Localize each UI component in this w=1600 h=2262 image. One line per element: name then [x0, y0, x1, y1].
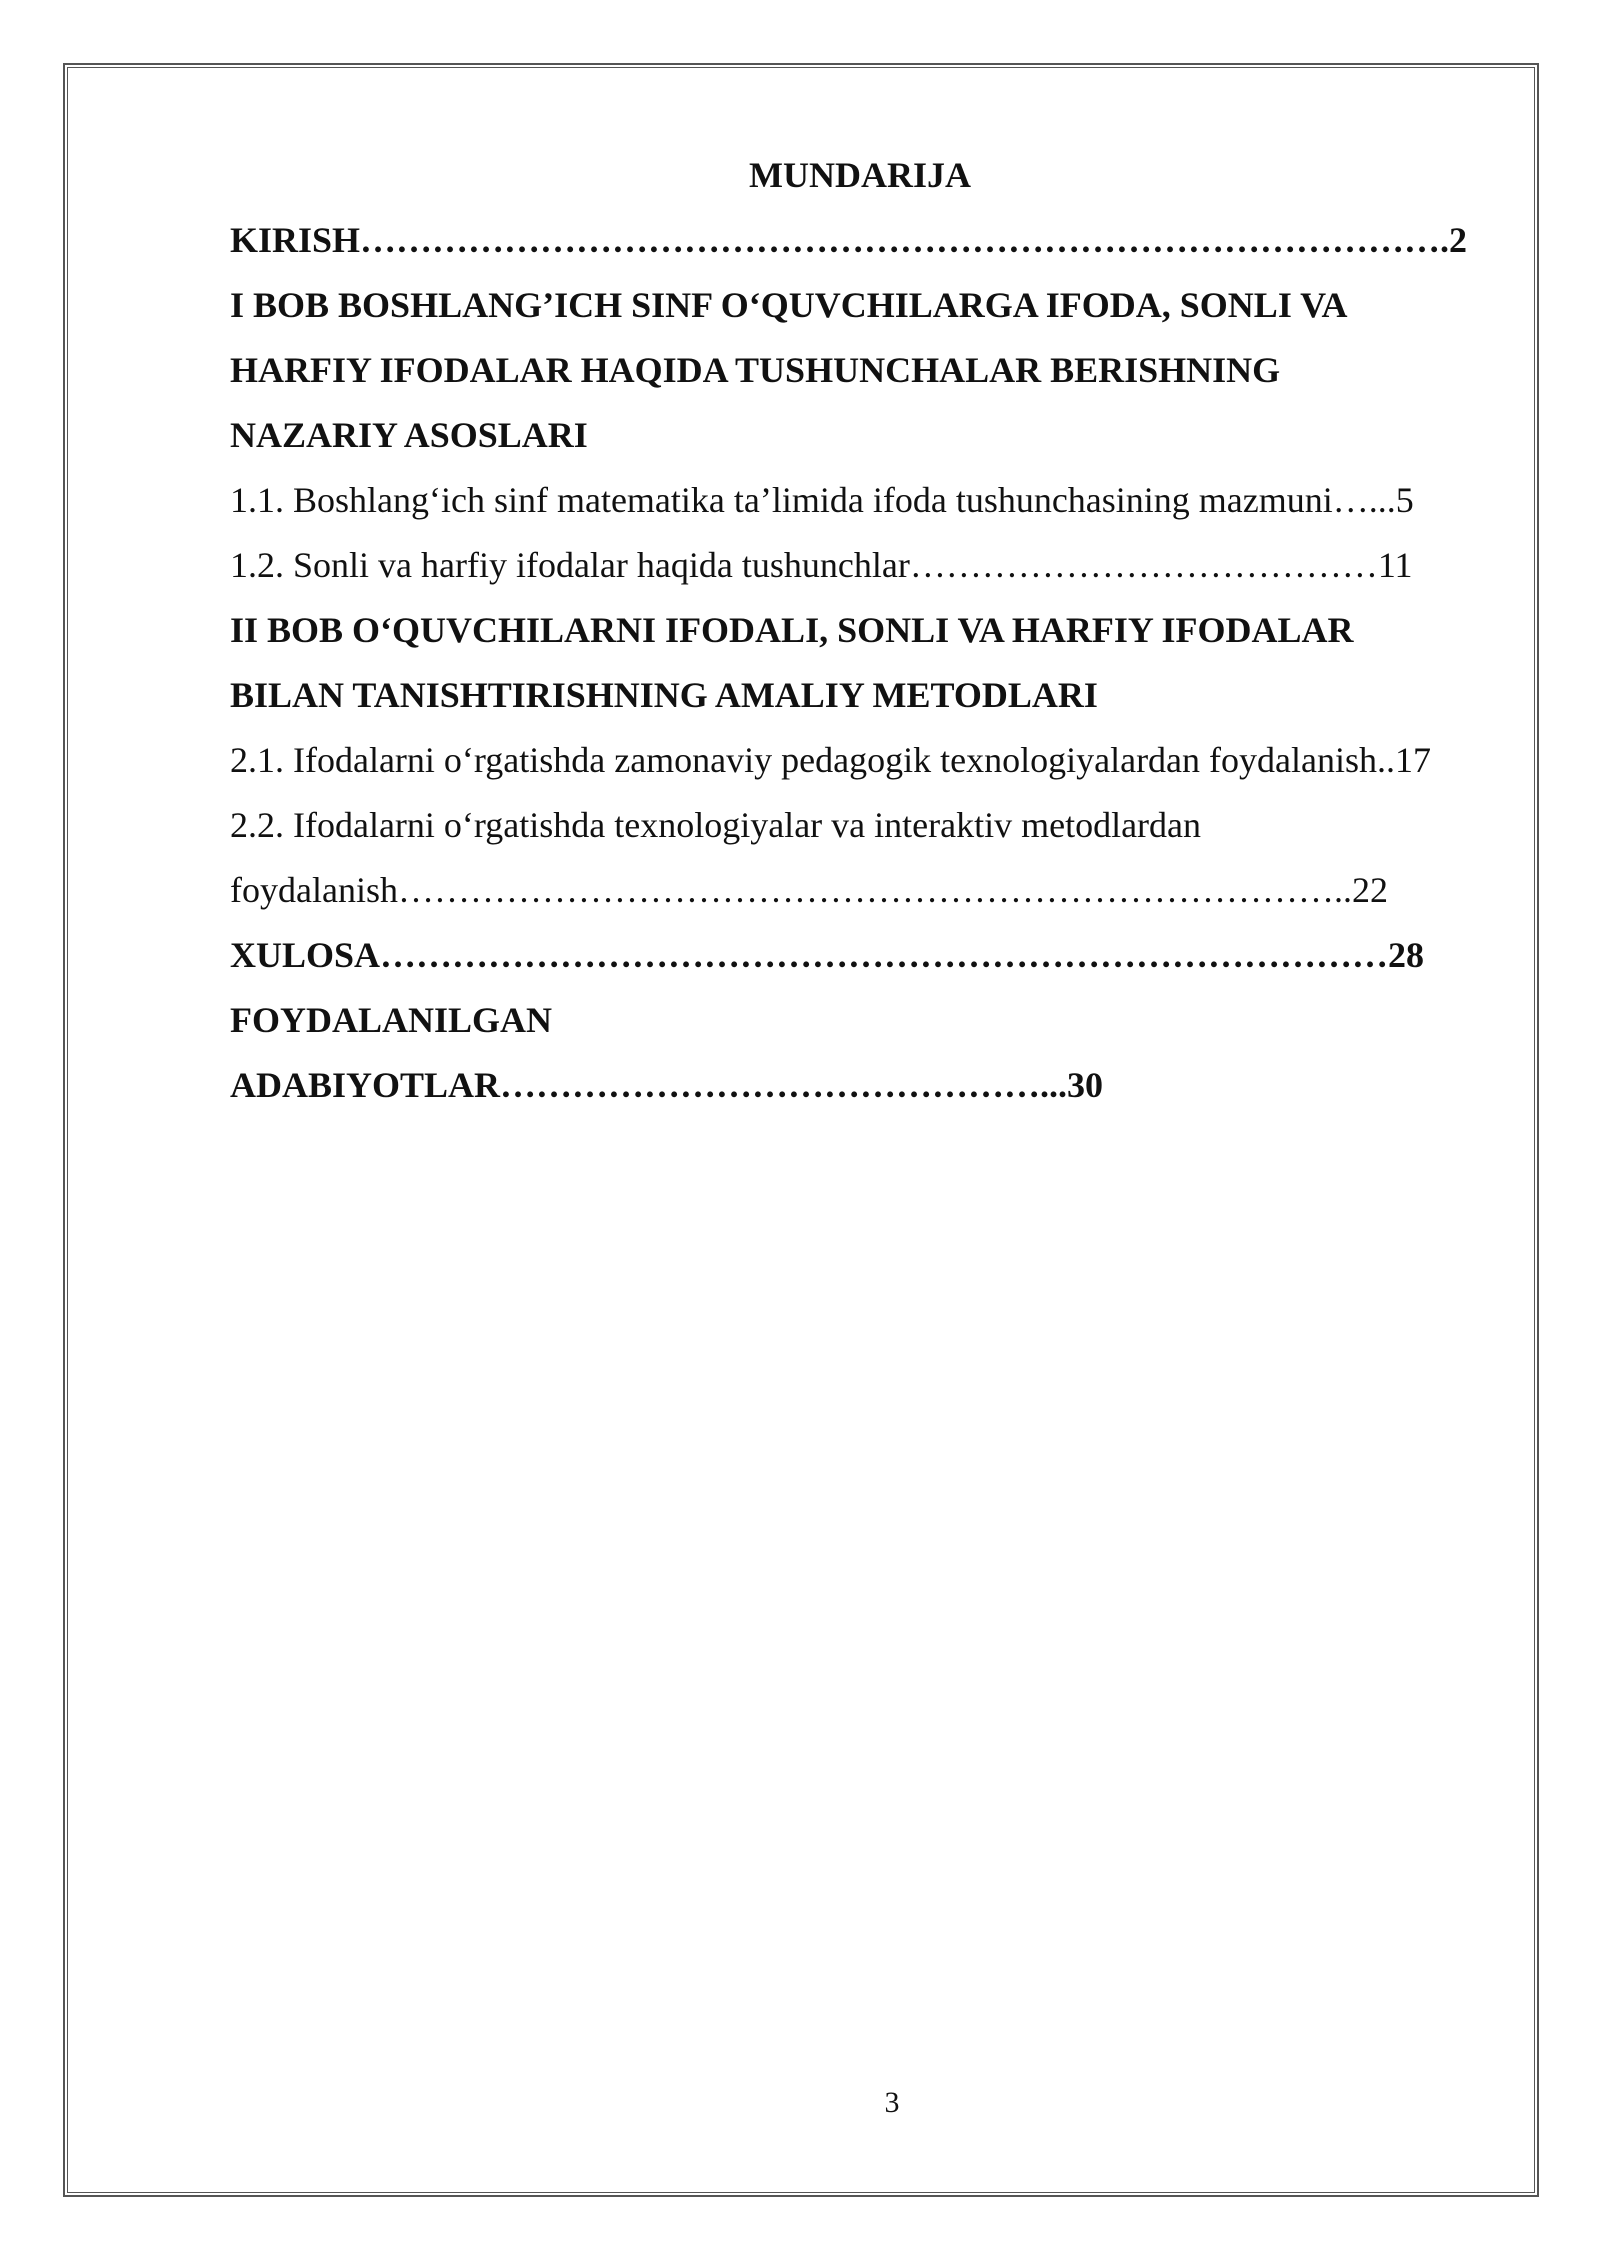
page-number: 3	[884, 2086, 900, 2119]
toc-entry-xulosa: XULOSA…………………………………………………………………………28	[230, 935, 1425, 975]
toc-chapter-2-heading-line-1: II BOB O‘QUVCHILARNI IFODALI, SONLI VA HARFIY IFODALAR	[230, 610, 1354, 650]
toc-chapter-2-heading-line-2: BILAN TANISHTIRISHNING AMALIY METODLARI	[230, 675, 1098, 715]
toc-chapter-1-heading-line-3: NAZARIY ASOSLARI	[230, 415, 588, 455]
toc-entry-1-1: 1.1. Boshlang‘ich sinf matematika ta’limida ifoda tushunchasining mazmuni…...5	[230, 480, 1414, 520]
toc-entry-2-2-line-2: foydalanish……………………………………………………………………..22	[230, 870, 1388, 910]
toc-entry-2-2-line-1: 2.2. Ifodalarni o‘rgatishda texnologiyalar va interaktiv metodlardan	[230, 805, 1202, 845]
toc-title: MUNDARIJA	[749, 155, 971, 195]
toc-chapter-1-heading-line-2: HARFIY IFODALAR HAQIDA TUSHUNCHALAR BERISHNING	[230, 350, 1281, 390]
toc-entry-references-line-2: ADABIYOTLAR………………………………………...30	[230, 1065, 1104, 1105]
toc-entry-1-2: 1.2. Sonli va harfiy ifodalar haqida tushunchlar…………………………………11	[230, 545, 1413, 585]
toc-chapter-1-heading-line-1: I BOB BOSHLANG’ICH SINF O‘QUVCHILARGA IFODA, SONLI VA	[230, 285, 1348, 325]
toc-entry-2-1: 2.1. Ifodalarni o‘rgatishda zamonaviy pedagogik texnologiyalardan foydalanish..17	[230, 740, 1431, 780]
toc-entry-references-line-1: FOYDALANILGAN	[230, 1000, 553, 1040]
toc-entry-kirish: KIRISH……………………………………………………………………………….2	[230, 220, 1468, 260]
